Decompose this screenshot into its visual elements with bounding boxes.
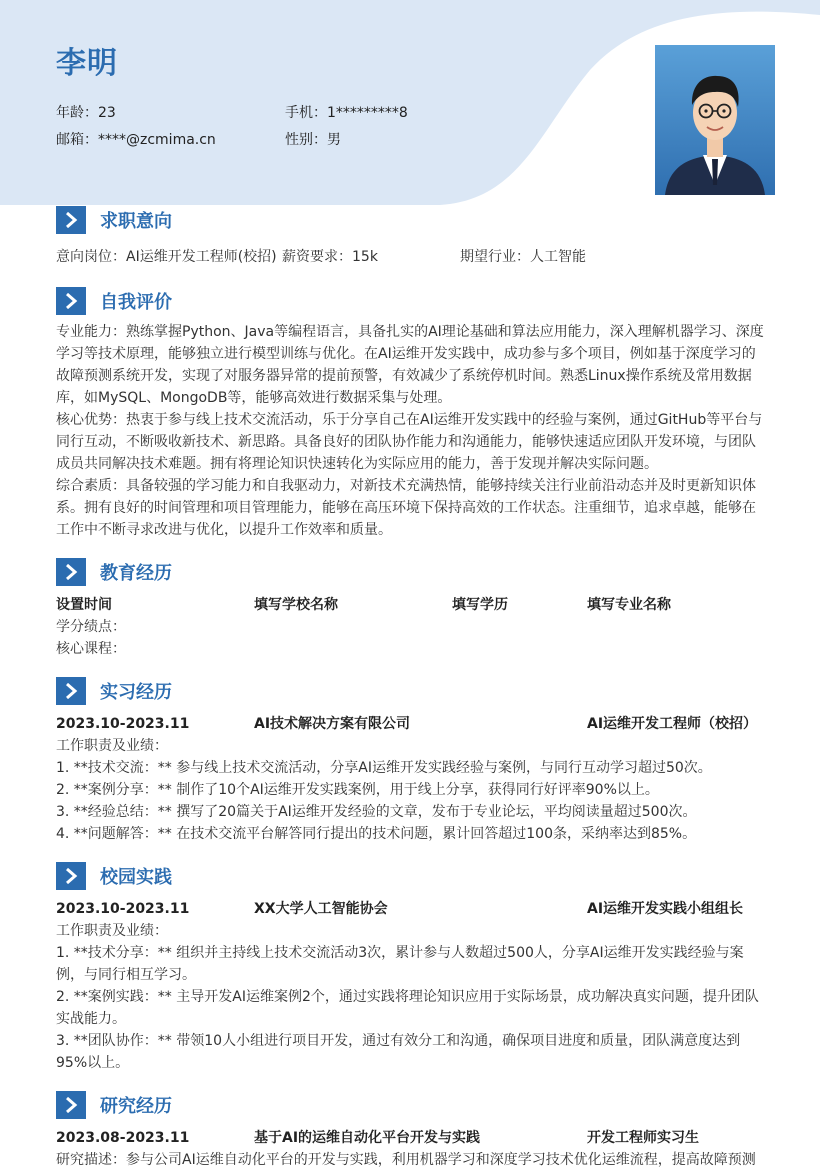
list-item: 3. **经验总结：** 撰写了20篇关于AI运维开发经验的文章，发布于专业论坛，平均阅读量超过500次。 <box>56 804 697 820</box>
self-eval-section <box>56 287 764 541</box>
research-section <box>56 1091 764 1171</box>
education-major: 填写专业名称 <box>587 597 671 613</box>
research-description: 研究描述：参与公司AI运维自动化平台的开发与实践，利用机器学习和深度学习技术优化运维流程，提高故障预测 <box>56 1152 756 1168</box>
campus-section <box>56 862 764 1074</box>
profile-photo <box>655 45 775 195</box>
email-text: 邮箱：****@zcmima.cn <box>56 132 216 148</box>
chevron-right-icon <box>56 862 86 890</box>
research-time: 2023.08-2023.11 <box>56 1130 190 1146</box>
duties-label: 工作职责及业绩： <box>56 738 168 754</box>
education-courses: 核心课程： <box>56 641 126 657</box>
list-item: 1. **技术交流：** 参与线上技术交流活动，分享AI运维开发实践经验与案例，与同行互动学习超过50次。 <box>56 760 712 776</box>
section-title: 实习经历 <box>100 682 172 703</box>
self-eval-strengths: 核心优势：热衷于参与线上技术交流活动，乐于分享自己在AI运维开发实践中的经验与案例，通过GitHub等平台与同行互动，不断吸收新技术、新思路。具备良好的团队协作能力和沟通能力，能够快速适应团队开发环境，与团队成员共同解决技术难题。拥有将理论知识快速转化为实际应用的能力，善于发现并解决实际问题。 <box>56 412 763 472</box>
intended-position: 意向岗位：AI运维开发工程师(校招) <box>56 249 277 265</box>
campus-org: XX大学人工智能协会 <box>254 901 388 917</box>
education-school: 填写学校名称 <box>254 597 338 613</box>
duties-label: 工作职责及业绩： <box>56 923 168 939</box>
self-eval-overall: 综合素质：具备较强的学习能力和自我驱动力，对新技术充满热情，能够持续关注行业前沿动态并及时更新知识体系。拥有良好的时间管理和项目管理能力，能够在高压环境下保持高效的工作状态。注重细节，追求卓越，能够在工作中不断寻求改进与优化，以提升工作效率和质量。 <box>56 478 756 538</box>
section-title: 自我评价 <box>100 292 172 313</box>
phone-text: 手机：1*********8 <box>285 105 408 121</box>
research-role: 开发工程师实习生 <box>587 1130 699 1146</box>
education-section <box>56 558 764 660</box>
section-title: 求职意向 <box>100 211 172 232</box>
education-degree: 填写学历 <box>452 597 508 613</box>
age-text: 年龄：23 <box>56 105 116 121</box>
education-gpa: 学分绩点： <box>56 619 126 635</box>
campus-time: 2023.10-2023.11 <box>56 901 190 917</box>
candidate-name: 李明 <box>56 46 118 81</box>
section-title: 教育经历 <box>100 563 172 584</box>
list-item: 2. **案例分享：** 制作了10个AI运维开发实践案例，用于线上分享，获得同行好评率90%以上。 <box>56 782 659 798</box>
chevron-right-icon <box>56 677 86 705</box>
self-eval-professional: 专业能力：熟练掌握Python、Java等编程语言，具备扎实的AI理论基础和算法应用能力，深入理解机器学习、深度学习等技术原理，能够独立进行模型训练与优化。在AI运维开发实践中，成功参与多个项目，例如基于深度学习的故障预测系统开发，实现了对服务器异常的提前预警，有效减少了系统停机时间。熟悉Linux操作系统及常用数据库，如MySQL、MongoDB等，能够高效进行数据采集与处理。 <box>56 324 764 406</box>
intention-section <box>56 206 764 268</box>
internship-company: AI技术解决方案有限公司 <box>254 716 411 732</box>
list-item: 4. **问题解答：** 在技术交流平台解答同行提出的技术问题，累计回答超过100条，采纳率达到85%。 <box>56 826 697 842</box>
chevron-right-icon <box>56 287 86 315</box>
chevron-right-icon <box>56 206 86 234</box>
gender-text: 性别：男 <box>285 132 341 148</box>
campus-role: AI运维开发实践小组组长 <box>587 901 744 917</box>
chevron-right-icon <box>56 558 86 586</box>
list-item: 3. **团队协作：** 带领10人小组进行项目开发，通过有效分工和沟通，确保项目进度和质量，团队满意度达到95%以上。 <box>56 1033 741 1071</box>
section-title: 校园实践 <box>100 867 172 888</box>
education-time: 设置时间 <box>56 597 112 613</box>
expected-industry: 期望行业：人工智能 <box>460 249 586 265</box>
internship-role: AI运维开发工程师（校招） <box>587 716 758 732</box>
internship-section <box>56 677 764 845</box>
salary-requirement: 薪资要求：15k <box>282 249 378 265</box>
research-project: 基于AI的运维自动化平台开发与实践 <box>254 1130 481 1146</box>
internship-time: 2023.10-2023.11 <box>56 716 190 732</box>
chevron-right-icon <box>56 1091 86 1119</box>
list-item: 1. **技术分享：** 组织并主持线上技术交流活动3次，累计参与人数超过500人，分享AI运维开发实践经验与案例，与同行相互学习。 <box>56 945 744 983</box>
list-item: 2. **案例实践：** 主导开发AI运维案例2个，通过实践将理论知识应用于实际场景，成功解决真实问题，提升团队实战能力。 <box>56 989 759 1027</box>
section-title: 研究经历 <box>100 1096 172 1117</box>
